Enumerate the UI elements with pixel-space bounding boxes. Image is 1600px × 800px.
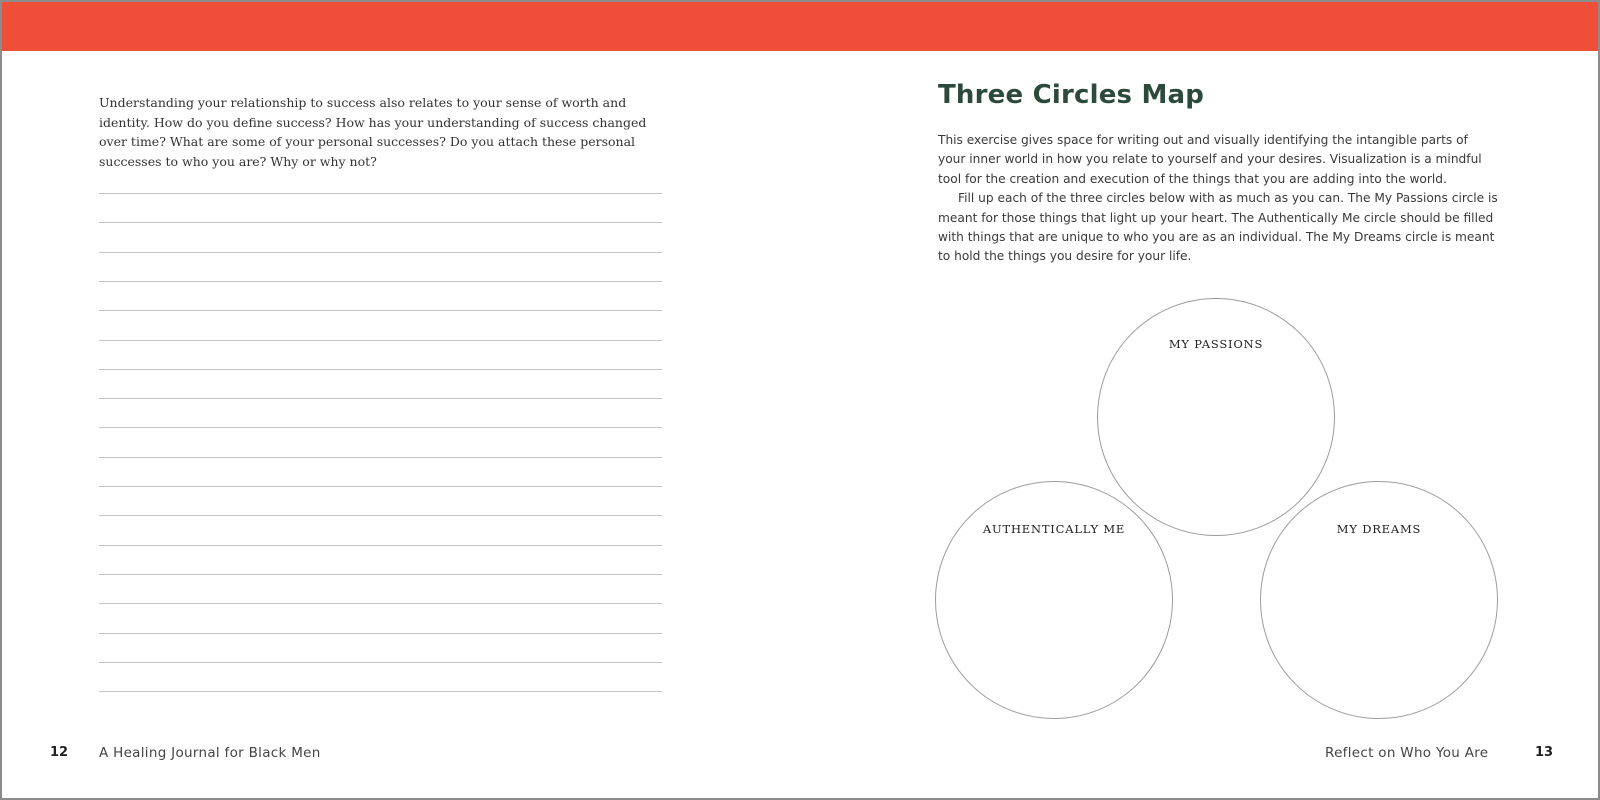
page-title: Three Circles Map	[938, 80, 1205, 110]
page-number-left: 12	[50, 745, 69, 760]
page-number-right: 13	[1535, 745, 1554, 760]
my-dreams-circle[interactable]	[1260, 481, 1498, 719]
description-paragraph-2: Fill up each of the three circles below with as much as you can. The My Passions circle is meant for those things that light up your heart. The Authentically Me circle should be filled with things that are unique to who you are as an individual. The My Dreams circle is meant to hold the things you desire for your life.	[938, 191, 1498, 264]
my-dreams-label: MY DREAMS	[1336, 522, 1422, 536]
my-passions-label: MY PASSIONS	[1168, 337, 1264, 351]
running-title-right: Reflect on Who You Are	[1325, 745, 1489, 761]
description-paragraph-1: This exercise gives space for writing out and visually identifying the intangible parts of your inner world in how you relate to yourself and your desires. Visualization is a mindful tool for the creation and execution of the things that you are adding into the world.	[938, 133, 1482, 186]
authentically-me-label: AUTHENTICALLY ME	[982, 522, 1126, 536]
journal-prompt: Understanding your relationship to success also relates to your sense of worth and identity. How do you define success? How has your understanding of success changed over time? What are some of your personal successes? Do you attach these personal successes to who you are? Why or why not?	[99, 95, 647, 169]
my-passions-circle[interactable]	[1097, 298, 1335, 536]
running-title-left: A Healing Journal for Black Men	[99, 745, 321, 761]
authentically-me-circle[interactable]	[935, 481, 1173, 719]
